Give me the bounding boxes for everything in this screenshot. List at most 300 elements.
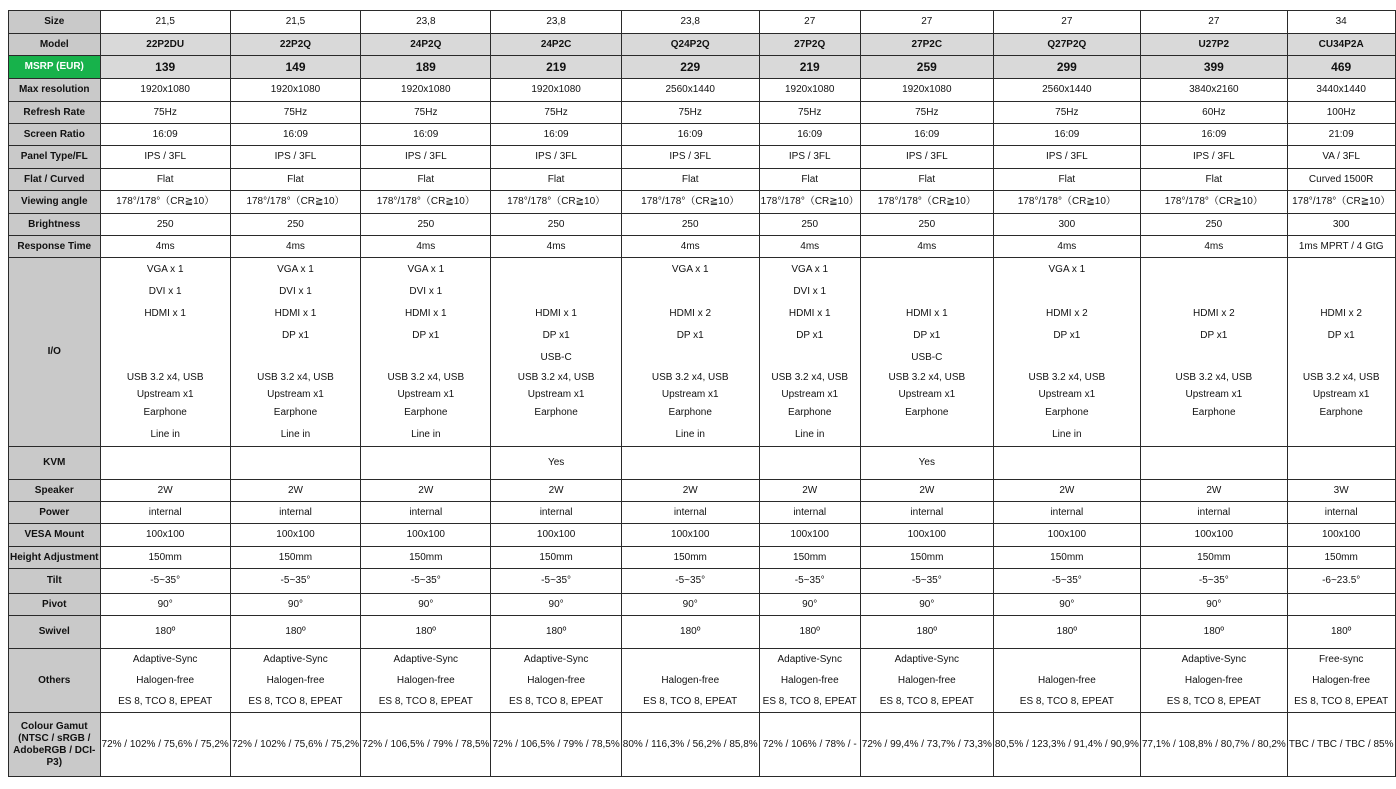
io-line: Line in: [1052, 429, 1082, 440]
cell: -5~35°: [491, 569, 621, 594]
io-line: DP x1: [412, 330, 440, 341]
gamut-cell: 72% / 106,5% / 79% / 78,5%: [361, 713, 491, 777]
io-cell: [1287, 258, 1395, 447]
cell: 2560x1440: [621, 79, 759, 102]
cell: [621, 447, 759, 480]
cell: 27P2Q: [759, 34, 860, 56]
row-label: Pivot: [9, 594, 101, 616]
cell: 100x100: [491, 524, 621, 547]
io-cell: [230, 258, 360, 447]
cell: 150mm: [491, 547, 621, 569]
cell: 180º: [993, 616, 1140, 649]
row-pivot: [9, 594, 1396, 616]
gamut-cell: 80% / 116,3% / 56,2% / 85,8%: [621, 713, 759, 777]
io-line: USB 3.2 x4, USB: [387, 372, 465, 383]
cell: Flat: [230, 169, 360, 191]
others-line: Halogen-free: [527, 675, 586, 686]
io-line: HDMI x 2: [669, 308, 712, 319]
row-label: Model: [9, 34, 101, 56]
cell: IPS / 3FL: [361, 146, 491, 169]
cell: 180º: [361, 616, 491, 649]
gamut-cell: 80,5% / 123,3% / 91,4% / 90,9%: [993, 713, 1140, 777]
others-line: ES 8, TCO 8, EPEAT: [879, 696, 974, 707]
io-line: DVI x 1: [793, 286, 827, 297]
cell: 21,5: [230, 11, 360, 34]
cell: 16:09: [621, 124, 759, 146]
others-cell: [491, 649, 621, 713]
cell: 3W: [1287, 480, 1395, 502]
cell: internal: [491, 502, 621, 524]
cell: [1287, 594, 1395, 616]
row-speaker: [9, 480, 1396, 502]
others-line: Adaptive-Sync: [1181, 654, 1247, 665]
io-line: Upstream x1: [898, 389, 956, 400]
cell: IPS / 3FL: [491, 146, 621, 169]
cell: IPS / 3FL: [993, 146, 1140, 169]
others-line: [995, 649, 1139, 670]
cell: CU34P2A: [1287, 34, 1395, 56]
io-line: VGA x 1: [791, 264, 829, 275]
cell: 100x100: [100, 524, 230, 547]
io-line: Upstream x1: [781, 389, 839, 400]
io-line: USB 3.2 x4, USB: [517, 372, 595, 383]
io-line: [492, 258, 619, 281]
cell: IPS / 3FL: [621, 146, 759, 169]
cell: 1920x1080: [860, 79, 993, 102]
row-label: KVM: [9, 447, 101, 480]
others-line: Halogen-free: [136, 675, 195, 686]
io-line: Upstream x1: [1185, 389, 1243, 400]
io-line: USB-C: [540, 352, 572, 363]
io-line: Earphone: [273, 407, 318, 418]
io-line: HDMI x 1: [144, 308, 186, 319]
row-flat-curved: [9, 169, 1396, 191]
others-cell: [621, 649, 759, 713]
io-line: HDMI x 1: [535, 308, 577, 319]
io-line: VGA x 1: [146, 264, 184, 275]
others-line: Adaptive-Sync: [132, 654, 198, 665]
cell: 90°: [759, 594, 860, 616]
cell: 4ms: [993, 236, 1140, 258]
io-line: DP x1: [913, 330, 941, 341]
row-label: Colour Gamut (NTSC / sRGB / AdobeRGB / DCI-P3): [9, 713, 101, 777]
cell: Yes: [491, 447, 621, 480]
cell: 23,8: [621, 11, 759, 34]
row-panel-type-fl: [9, 146, 1396, 169]
cell: IPS / 3FL: [100, 146, 230, 169]
cell: Flat: [491, 169, 621, 191]
cell: 22P2Q: [230, 34, 360, 56]
cell: Flat: [361, 169, 491, 191]
row-model: [9, 34, 1396, 56]
cell: internal: [1287, 502, 1395, 524]
cell: 100x100: [361, 524, 491, 547]
cell: 16:09: [759, 124, 860, 146]
cell: 180º: [230, 616, 360, 649]
row-swivel: [9, 616, 1396, 649]
io-line: DVI x 1: [409, 286, 443, 297]
io-line: Line in: [675, 429, 705, 440]
row-label: VESA Mount: [9, 524, 101, 547]
io-line: Line in: [794, 429, 825, 440]
cell: 16:09: [491, 124, 621, 146]
cell: 3840x2160: [1140, 79, 1287, 102]
io-cell: [621, 258, 759, 447]
cell: 219: [491, 56, 621, 79]
cell: [759, 447, 860, 480]
io-cell: [100, 258, 230, 447]
cell: -5~35°: [860, 569, 993, 594]
io-line: [623, 347, 758, 369]
row-power: [9, 502, 1396, 524]
io-line: DP x1: [676, 330, 704, 341]
cell: 27: [759, 11, 860, 34]
io-line: Upstream x1: [661, 389, 719, 400]
io-line: Earphone: [534, 407, 578, 418]
cell: 1ms MPRT / 4 GtG: [1287, 236, 1395, 258]
io-cell: [860, 258, 993, 447]
row-label: Viewing angle: [9, 191, 101, 214]
io-line: DP x1: [542, 330, 570, 341]
others-cell: [860, 649, 993, 713]
row-label: Power: [9, 502, 101, 524]
cell: 2W: [993, 480, 1140, 502]
cell: 178°/178°（CR≧10）: [1140, 191, 1287, 214]
row-label: Refresh Rate: [9, 102, 101, 124]
cell: 150mm: [1140, 547, 1287, 569]
cell: 100Hz: [1287, 102, 1395, 124]
cell: 75Hz: [759, 102, 860, 124]
io-line: Earphone: [1192, 407, 1236, 418]
cell: 189: [361, 56, 491, 79]
cell: 21:09: [1287, 124, 1395, 146]
cell: -6~23.5°: [1287, 569, 1395, 594]
cell: 178°/178°（CR≧10）: [491, 191, 621, 214]
cell: 469: [1287, 56, 1395, 79]
cell: 2W: [361, 480, 491, 502]
cell: 150mm: [621, 547, 759, 569]
io-line: [761, 347, 859, 369]
io-line: VGA x 1: [407, 264, 445, 275]
row-label: Max resolution: [9, 79, 101, 102]
cell: 299: [993, 56, 1140, 79]
cell: 21,5: [100, 11, 230, 34]
cell: 150mm: [361, 547, 491, 569]
row-vesa-mount: [9, 524, 1396, 547]
cell: 90°: [230, 594, 360, 616]
cell: 1920x1080: [361, 79, 491, 102]
io-line: DVI x 1: [148, 286, 182, 297]
io-cell: [759, 258, 860, 447]
cell: 2W: [759, 480, 860, 502]
gamut-cell: 72% / 102% / 75,6% / 75,2%: [230, 713, 360, 777]
others-line: ES 8, TCO 8, EPEAT: [509, 696, 604, 707]
cell: 4ms: [230, 236, 360, 258]
io-line: Earphone: [1045, 407, 1089, 418]
io-line: Earphone: [668, 407, 712, 418]
cell: 178°/178°（CR≧10）: [230, 191, 360, 214]
io-line: DP x1: [796, 330, 824, 341]
io-line: VGA x 1: [671, 264, 709, 275]
cell: 23,8: [491, 11, 621, 34]
others-line: Adaptive-Sync: [777, 654, 842, 665]
io-line: [862, 258, 992, 281]
cell: 75Hz: [621, 102, 759, 124]
io-line: [492, 281, 619, 303]
cell: 16:09: [230, 124, 360, 146]
row-viewing-angle: [9, 191, 1396, 214]
cell: IPS / 3FL: [860, 146, 993, 169]
io-line: [1289, 258, 1394, 281]
cell: 178°/178°（CR≧10）: [1287, 191, 1395, 214]
io-line: DP x1: [1327, 330, 1355, 341]
io-line: HDMI x 1: [274, 308, 317, 319]
cell: 250: [1140, 214, 1287, 236]
cell: 90°: [1140, 594, 1287, 616]
cell: 250: [230, 214, 360, 236]
io-line: [623, 281, 758, 303]
cell: 178°/178°（CR≧10）: [860, 191, 993, 214]
io-line: [362, 347, 489, 369]
cell: 90°: [860, 594, 993, 616]
others-line: ES 8, TCO 8, EPEAT: [1019, 696, 1114, 707]
others-line: Halogen-free: [780, 675, 839, 686]
cell: [993, 447, 1140, 480]
gamut-cell: 72% / 106% / 78% / -: [759, 713, 860, 777]
cell: 16:09: [1140, 124, 1287, 146]
others-line: Halogen-free: [1184, 675, 1243, 686]
cell: Flat: [1140, 169, 1287, 191]
cell: Flat: [993, 169, 1140, 191]
spec-table-body: [9, 11, 1396, 777]
cell: -5~35°: [100, 569, 230, 594]
cell: Q24P2Q: [621, 34, 759, 56]
cell: 150mm: [100, 547, 230, 569]
cell: 178°/178°（CR≧10）: [100, 191, 230, 214]
others-line: Adaptive-Sync: [894, 654, 960, 665]
cell: 2W: [100, 480, 230, 502]
spec-table: [8, 10, 1396, 777]
gamut-cell: TBC / TBC / TBC / 85%: [1287, 713, 1395, 777]
cell: 1920x1080: [100, 79, 230, 102]
cell: 16:09: [860, 124, 993, 146]
cell: 3440x1440: [1287, 79, 1395, 102]
cell: 150mm: [230, 547, 360, 569]
cell: 250: [860, 214, 993, 236]
others-cell: [230, 649, 360, 713]
others-cell: [759, 649, 860, 713]
others-line: ES 8, TCO 8, EPEAT: [643, 696, 738, 707]
io-line: Upstream x1: [1038, 389, 1096, 400]
cell: 178°/178°（CR≧10）: [621, 191, 759, 214]
cell: 150mm: [759, 547, 860, 569]
cell: 75Hz: [361, 102, 491, 124]
io-line: HDMI x 2: [1046, 308, 1088, 319]
cell: 24P2C: [491, 34, 621, 56]
cell: IPS / 3FL: [230, 146, 360, 169]
cell: 90°: [621, 594, 759, 616]
row-label: Response Time: [9, 236, 101, 258]
others-line: ES 8, TCO 8, EPEAT: [1166, 696, 1261, 707]
io-line: VGA x 1: [277, 264, 314, 275]
cell: 100x100: [621, 524, 759, 547]
io-line: [1142, 281, 1286, 303]
row-brightness: [9, 214, 1396, 236]
row-label: Screen Ratio: [9, 124, 101, 146]
io-line: USB-C: [911, 352, 943, 363]
cell: 90°: [100, 594, 230, 616]
io-line: HDMI x 1: [404, 308, 447, 319]
cell: Flat: [100, 169, 230, 191]
row-others: [9, 649, 1396, 713]
others-line: Adaptive-Sync: [393, 654, 459, 665]
cell: internal: [860, 502, 993, 524]
cell: U27P2: [1140, 34, 1287, 56]
cell: 300: [993, 214, 1140, 236]
cell: 60Hz: [1140, 102, 1287, 124]
gamut-cell: 72% / 99,4% / 73,7% / 73,3%: [860, 713, 993, 777]
io-line: DP x1: [281, 330, 310, 341]
cell: 1920x1080: [491, 79, 621, 102]
cell: 250: [759, 214, 860, 236]
io-line: Upstream x1: [1312, 389, 1370, 400]
io-line: [1289, 424, 1394, 446]
cell: 90°: [491, 594, 621, 616]
row-msrp-eur: [9, 56, 1396, 79]
io-line: DVI x 1: [279, 286, 312, 297]
cell: Flat: [759, 169, 860, 191]
row-screen-ratio: [9, 124, 1396, 146]
others-line: ES 8, TCO 8, EPEAT: [762, 696, 857, 707]
others-cell: [1140, 649, 1287, 713]
cell: 16:09: [100, 124, 230, 146]
io-line: [1142, 347, 1286, 369]
cell: internal: [361, 502, 491, 524]
cell: 100x100: [993, 524, 1140, 547]
io-line: [995, 281, 1139, 303]
cell: -5~35°: [1140, 569, 1287, 594]
cell: 27: [860, 11, 993, 34]
row-size: [9, 11, 1396, 34]
cell: Curved 1500R: [1287, 169, 1395, 191]
cell: 180º: [1140, 616, 1287, 649]
cell: internal: [759, 502, 860, 524]
cell: 4ms: [860, 236, 993, 258]
cell: 180º: [759, 616, 860, 649]
row-label: Tilt: [9, 569, 101, 594]
others-line: ES 8, TCO 8, EPEAT: [118, 696, 213, 707]
io-line: [1142, 258, 1286, 281]
cell: 229: [621, 56, 759, 79]
cell: 180º: [621, 616, 759, 649]
cell: 219: [759, 56, 860, 79]
cell: 1920x1080: [230, 79, 360, 102]
io-line: Earphone: [143, 407, 187, 418]
io-line: USB 3.2 x4, USB: [651, 372, 729, 383]
cell: 250: [621, 214, 759, 236]
cell: Flat: [860, 169, 993, 191]
others-cell: [361, 649, 491, 713]
cell: 4ms: [759, 236, 860, 258]
cell: 250: [491, 214, 621, 236]
row-label: Others: [9, 649, 101, 713]
io-line: HDMI x 2: [1193, 308, 1235, 319]
cell: 22P2DU: [100, 34, 230, 56]
row-response-time: [9, 236, 1396, 258]
cell: 250: [361, 214, 491, 236]
cell: -5~35°: [230, 569, 360, 594]
cell: 75Hz: [860, 102, 993, 124]
others-cell: [100, 649, 230, 713]
row-io: [9, 258, 1396, 447]
cell: [1287, 447, 1395, 480]
cell: 23,8: [361, 11, 491, 34]
cell: 4ms: [1140, 236, 1287, 258]
row-refresh-rate: [9, 102, 1396, 124]
cell: 2W: [860, 480, 993, 502]
cell: 4ms: [361, 236, 491, 258]
cell: [361, 447, 491, 480]
others-line: Halogen-free: [897, 675, 956, 686]
cell: 75Hz: [993, 102, 1140, 124]
cell: 399: [1140, 56, 1287, 79]
cell: 178°/178°（CR≧10）: [759, 191, 860, 214]
cell: -5~35°: [759, 569, 860, 594]
io-line: [1289, 347, 1394, 369]
cell: 27: [993, 11, 1140, 34]
io-line: USB 3.2 x4, USB: [126, 372, 204, 383]
others-line: ES 8, TCO 8, EPEAT: [378, 696, 473, 707]
io-cell: [1140, 258, 1287, 447]
cell: 75Hz: [491, 102, 621, 124]
io-line: [995, 347, 1139, 369]
others-line: Halogen-free: [661, 675, 720, 686]
cell: 180º: [860, 616, 993, 649]
io-line: [1289, 281, 1394, 303]
cell: 34: [1287, 11, 1395, 34]
cell: 27P2C: [860, 34, 993, 56]
gamut-cell: 77,1% / 108,8% / 80,7% / 80,2%: [1140, 713, 1287, 777]
cell: 2560x1440: [993, 79, 1140, 102]
io-line: [102, 325, 229, 347]
io-line: [492, 424, 619, 446]
io-line: [232, 347, 359, 369]
others-line: Free-sync: [1318, 654, 1364, 665]
cell: 24P2Q: [361, 34, 491, 56]
row-label: Height Adjustment: [9, 547, 101, 569]
io-line: [862, 424, 992, 446]
io-line: Earphone: [404, 407, 448, 418]
row-max-resolution: [9, 79, 1396, 102]
cell: 150mm: [1287, 547, 1395, 569]
cell: 250: [100, 214, 230, 236]
cell: 100x100: [1140, 524, 1287, 547]
io-line: Upstream x1: [267, 389, 324, 400]
cell: 4ms: [100, 236, 230, 258]
cell: 180º: [491, 616, 621, 649]
row-label: Size: [9, 11, 101, 34]
cell: 149: [230, 56, 360, 79]
others-line: ES 8, TCO 8, EPEAT: [248, 696, 343, 707]
row-label: Brightness: [9, 214, 101, 236]
io-line: [1142, 424, 1286, 446]
cell: 1920x1080: [759, 79, 860, 102]
row-tilt: [9, 569, 1396, 594]
cell: 4ms: [491, 236, 621, 258]
io-line: USB 3.2 x4, USB: [1302, 372, 1380, 383]
others-line: Halogen-free: [396, 675, 455, 686]
io-line: USB 3.2 x4, USB: [771, 372, 849, 383]
